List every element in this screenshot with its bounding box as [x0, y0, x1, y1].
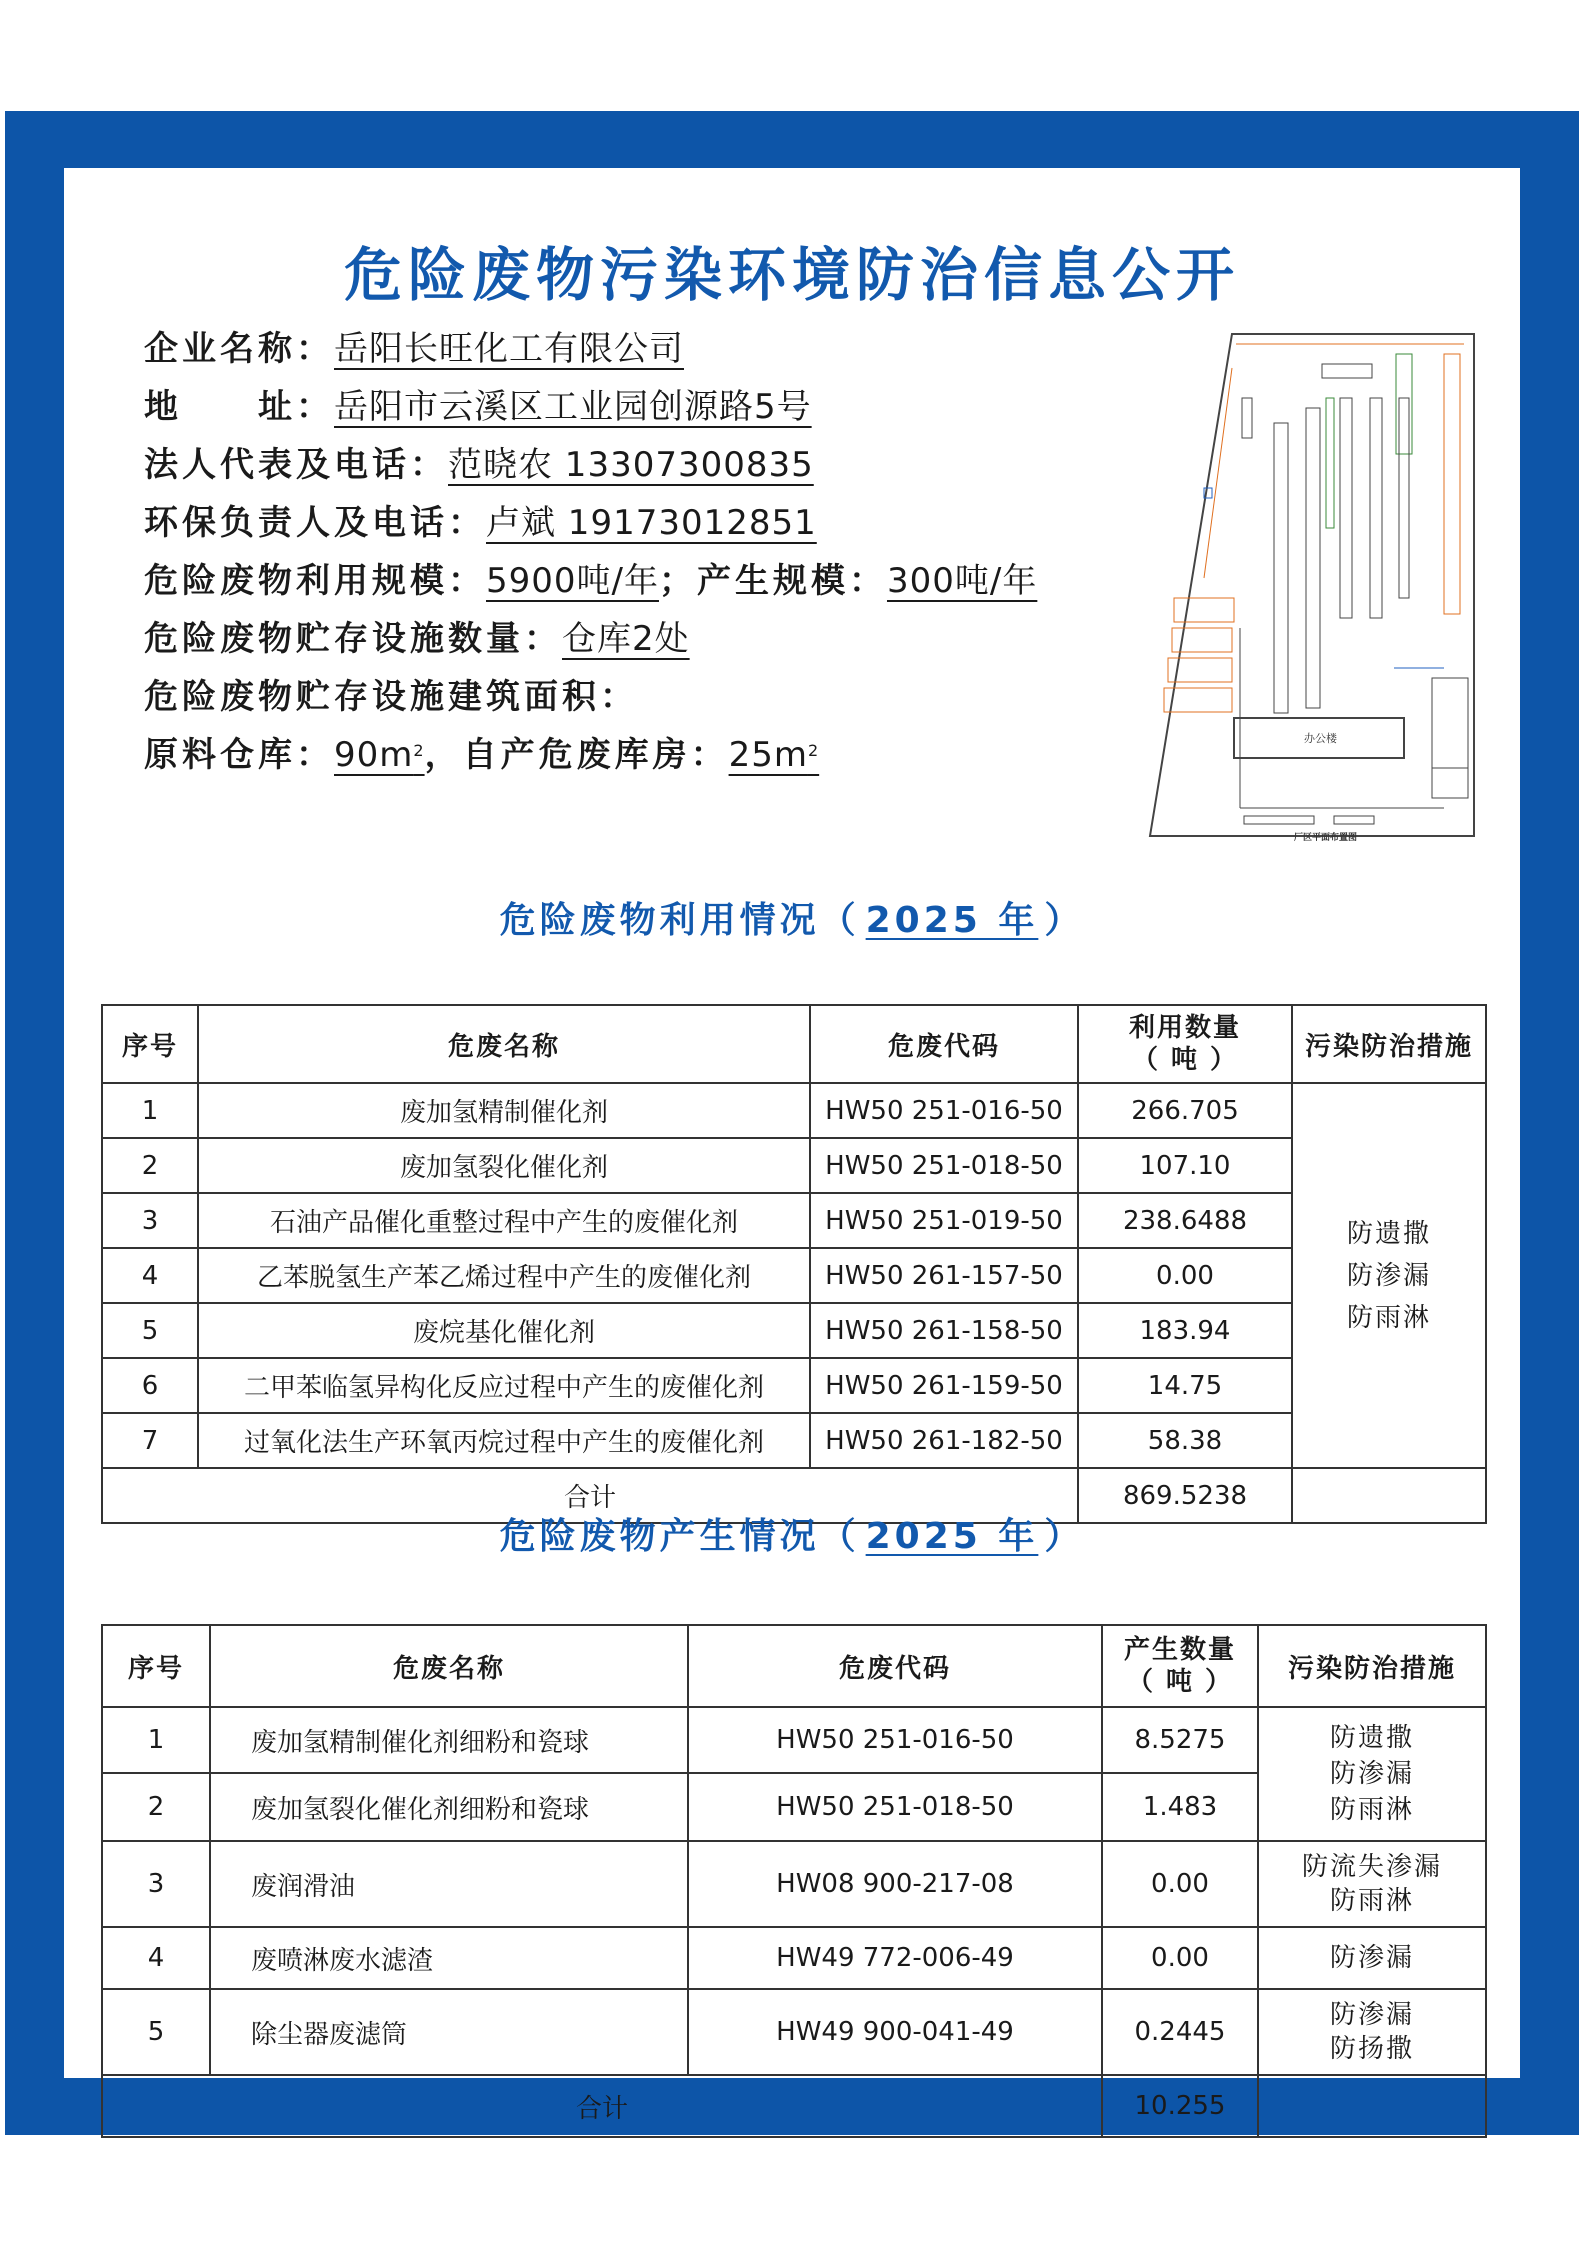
- address-label: 地 址：: [144, 387, 334, 427]
- table-row: 6 二甲苯临氢异构化反应过程中产生的废催化剂 HW50 261-159-50 14.75: [102, 1358, 1486, 1413]
- table-row: 2 废加氢裂化催化剂 HW50 251-018-50 107.10: [102, 1138, 1486, 1193]
- total-value: 869.5238: [1078, 1468, 1292, 1523]
- col-no: 序号: [102, 1005, 198, 1083]
- table-row: 3 石油产品催化重整过程中产生的废催化剂 HW50 251-019-50 238.6488: [102, 1193, 1486, 1248]
- scale-value: 5900吨/年: [486, 561, 659, 601]
- company-row: [144, 320, 1204, 378]
- table-header-row: [102, 1005, 1486, 1083]
- storage-count-value: 仓库2处: [562, 619, 690, 659]
- legal-label: 法人代表及电话：: [144, 445, 448, 485]
- col-name: 危废名称: [210, 1625, 688, 1707]
- col-code: 危废代码: [810, 1005, 1078, 1083]
- col-code: 危废代码: [688, 1625, 1102, 1707]
- produce-label: ；产生规模：: [658, 561, 887, 601]
- production-section-title: 危险废物产生情况（ 2025 年 ）: [499, 1516, 1085, 1557]
- production-measures-cell: 防遗撒 防渗漏 防雨淋: [1258, 1707, 1486, 1841]
- measure-cell: 防流失渗漏 防雨淋: [1258, 1841, 1486, 1927]
- address-value: 岳阳市云溪区工业园创源路5号: [334, 387, 812, 427]
- self-area: $25m^2$: [728, 735, 820, 775]
- production-table: [101, 1624, 1487, 2138]
- col-name: 危废名称: [198, 1005, 810, 1083]
- warehouse-row: [144, 726, 1204, 784]
- table-row: 7 过氧化法生产环氧丙烷过程中产生的废催化剂 HW50 261-182-50 58.38: [102, 1413, 1486, 1468]
- plan-caption: 厂区平面布置图: [1294, 833, 1358, 842]
- raw-area: $90m^2$: [334, 735, 425, 775]
- scale-label: 危险废物利用规模：: [144, 561, 486, 601]
- produce-value: 300吨/年: [886, 561, 1038, 601]
- usage-measures-cell: 防遗撒 防渗漏 防雨淋: [1292, 1083, 1486, 1468]
- raw-label: 原料仓库：: [144, 735, 334, 775]
- legal-row: [144, 436, 1204, 494]
- env-row: [144, 494, 1204, 552]
- storage-area-row: [144, 668, 1204, 726]
- storage-area-label: 危险废物贮存设施建筑面积：: [144, 677, 638, 717]
- table-row: 5 废烷基化催化剂 HW50 261-158-50 183.94: [102, 1303, 1486, 1358]
- env-label: 环保负责人及电话：: [144, 503, 486, 543]
- table-row: 3 废润滑油 HW08 900-217-08 0.00 防流失渗漏 防雨淋: [102, 1841, 1486, 1927]
- usage-section-title: 危险废物利用情况（ 2025 年 ）: [499, 900, 1085, 941]
- usage-table: [101, 1004, 1487, 1524]
- storage-count-row: [144, 610, 1204, 668]
- company-info: [144, 320, 1204, 784]
- measure-cell: 防渗漏: [1258, 1927, 1486, 1989]
- table-row: 4 废喷淋废水滤渣 HW49 772-006-49 0.00 防渗漏: [102, 1927, 1486, 1989]
- total-label: 合计: [102, 1468, 1078, 1523]
- col-qty: 产生数量 （ 吨 ）: [1102, 1625, 1258, 1707]
- total-label: 合计: [102, 2075, 1102, 2137]
- col-qty: 利用数量 （ 吨 ）: [1078, 1005, 1292, 1083]
- site-plan-diagram: [1144, 328, 1482, 842]
- table-header-row: [102, 1625, 1486, 1707]
- company-label: 企业名称：: [144, 329, 334, 369]
- scale-row: [144, 552, 1204, 610]
- office-label: 办公楼: [1304, 732, 1337, 745]
- address-row: [144, 378, 1204, 436]
- col-measure: 污染防治措施: [1292, 1005, 1486, 1083]
- blue-border-frame: [5, 111, 1579, 2135]
- table-row: 1 废加氢精制催化剂细粉和瓷球 HW50 251-016-50 8.5275 防遗撒 防渗漏 防雨淋: [102, 1707, 1486, 1773]
- env-value: 卢斌 19173012851: [486, 503, 817, 543]
- col-measure: 污染防治措施: [1258, 1625, 1486, 1707]
- table-row: 2 废加氢裂化催化剂细粉和瓷球 HW50 251-018-50 1.483: [102, 1773, 1486, 1841]
- col-no: 序号: [102, 1625, 210, 1707]
- storage-count-label: 危险废物贮存设施数量：: [144, 619, 562, 659]
- company-name: 岳阳长旺化工有限公司: [334, 329, 684, 369]
- table-row: 5 除尘器废滤筒 HW49 900-041-49 0.2445 防渗漏 防扬撒: [102, 1989, 1486, 2075]
- table-row: 1 废加氢精制催化剂 HW50 251-016-50 266.705 防遗撒 防渗漏 防雨淋: [102, 1083, 1486, 1138]
- total-value: 10.255: [1102, 2075, 1258, 2137]
- table-row: 4 乙苯脱氢生产苯乙烯过程中产生的废催化剂 HW50 261-157-50 0.00: [102, 1248, 1486, 1303]
- self-label: ，自产危废库房：: [424, 735, 729, 775]
- measure-cell: 防渗漏 防扬撒: [1258, 1989, 1486, 2075]
- legal-value: 范晓农 13307300835: [448, 445, 814, 485]
- notice-panel: [64, 168, 1520, 2124]
- total-row: [102, 2075, 1486, 2137]
- page-title: 危险废物污染环境防治信息公开: [343, 241, 1240, 309]
